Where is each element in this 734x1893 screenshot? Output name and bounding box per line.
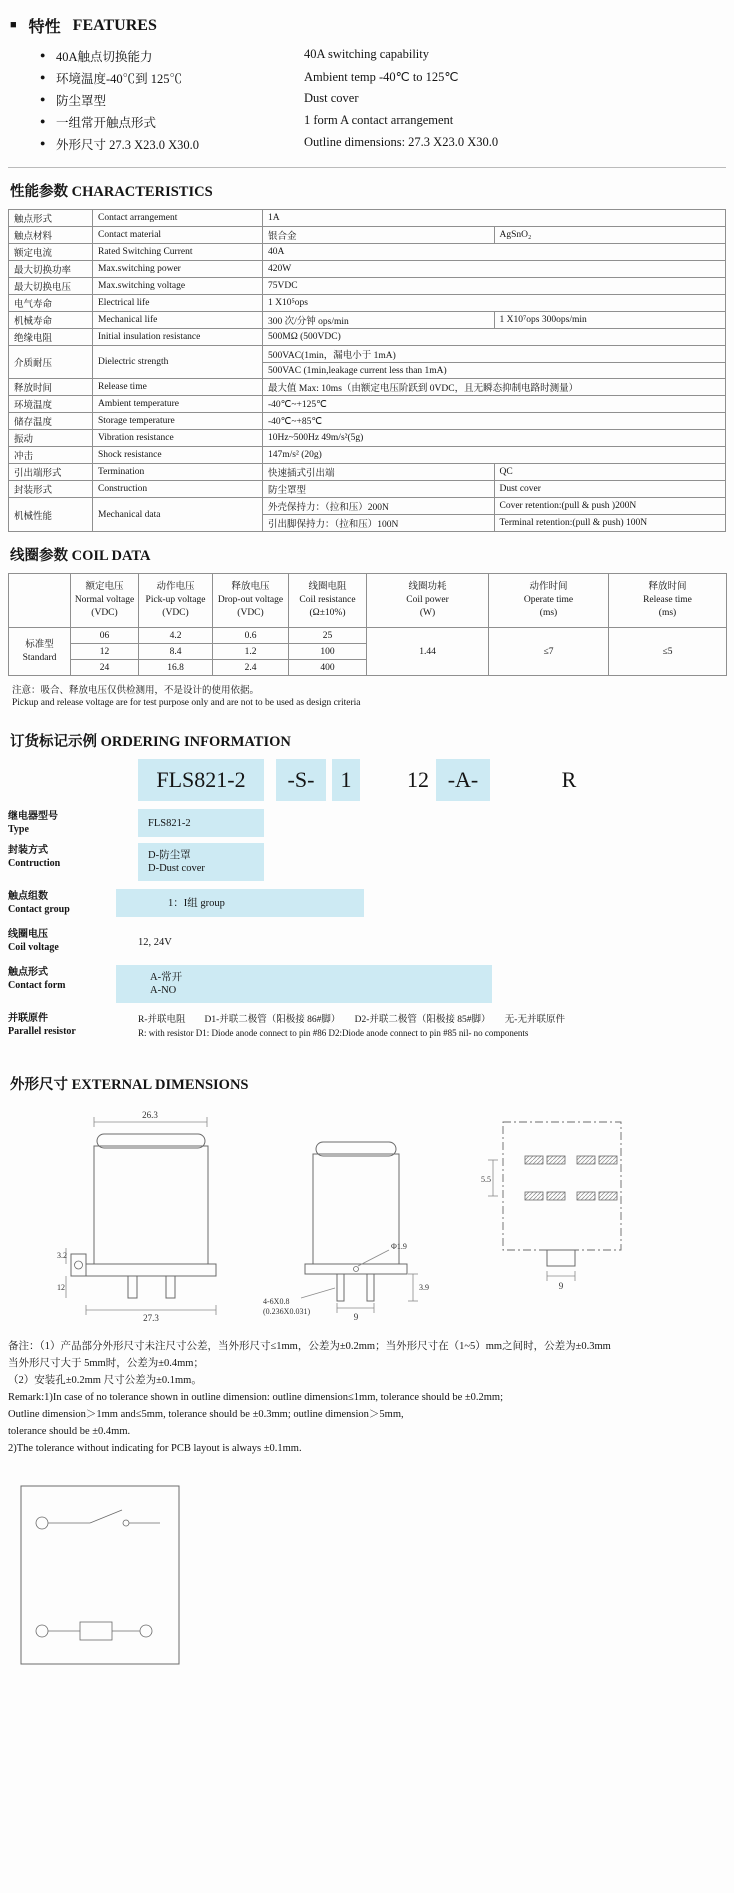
label-en-cell: Initial insulation resistance bbox=[93, 329, 263, 346]
table-row bbox=[9, 210, 726, 227]
ordering-row-contact-group bbox=[8, 887, 726, 925]
dim-label: 27.3 bbox=[143, 1313, 159, 1323]
pcb-layout-drawing bbox=[481, 1108, 641, 1303]
value-cell: 40A bbox=[263, 244, 726, 261]
label-en: Contact group bbox=[8, 904, 70, 915]
value-cell: 100 bbox=[289, 644, 367, 660]
bullet-icon: ● bbox=[40, 116, 46, 126]
label-en-cell: Release time bbox=[93, 379, 263, 396]
value-cell: 06 bbox=[71, 628, 139, 644]
table-row bbox=[9, 278, 726, 295]
qc-terminal bbox=[337, 1274, 344, 1301]
ordering-value-band bbox=[116, 965, 492, 1003]
label-cn: 继电器型号 bbox=[8, 811, 58, 822]
coil-table bbox=[8, 573, 727, 676]
label-cn: 并联原件 bbox=[8, 1013, 48, 1024]
wiring-schematic bbox=[18, 1483, 726, 1673]
connector-outline bbox=[547, 1250, 575, 1266]
label-en-cell: Storage temperature bbox=[93, 413, 263, 430]
header-line: (VDC) bbox=[91, 608, 118, 618]
label-cn-cell: 最大切换功率 bbox=[9, 261, 93, 278]
dim-label: 3.2 bbox=[57, 1251, 67, 1260]
table-row bbox=[9, 447, 726, 464]
value-cell: 快速插式引出端 bbox=[263, 464, 495, 481]
label-en-cell: Mechanical data bbox=[93, 498, 263, 532]
column-header bbox=[213, 574, 289, 628]
value-cn: D-防尘罩 bbox=[148, 850, 191, 861]
label-cn-cell: 机械性能 bbox=[9, 498, 93, 532]
table-row bbox=[9, 396, 726, 413]
ordering-title: 订货标记示例 ORDERING INFORMATION bbox=[10, 734, 291, 750]
dim-label: 26.3 bbox=[142, 1110, 158, 1120]
coil-note-cn: 注意：吸合、释放电压仅供检测用，不是设计的使用依据。 bbox=[12, 686, 260, 696]
header-line: (ms) bbox=[658, 608, 677, 618]
value-cell: 300 次/分钟 ops/min bbox=[263, 312, 495, 329]
column-header bbox=[289, 574, 367, 628]
feature-item bbox=[8, 113, 726, 131]
value-cell: 银合金 bbox=[263, 227, 495, 244]
header-line: 释放电压 bbox=[231, 582, 270, 592]
side-view-drawing bbox=[261, 1108, 451, 1323]
label-en: Coil voltage bbox=[8, 942, 59, 953]
value-cell: 最大值 Max: 10ms（由额定电压阶跃到 0VDC，且无瞬态抑制电路时测量） bbox=[263, 379, 726, 396]
label-cn-cell: 最大切换电压 bbox=[9, 278, 93, 295]
label-en-cell: Construction bbox=[93, 481, 263, 498]
label-cn-cell: 触点形式 bbox=[9, 210, 93, 227]
value-cell: 2.4 bbox=[213, 660, 289, 676]
column-header bbox=[609, 574, 727, 628]
relay-body bbox=[94, 1146, 208, 1264]
remark-line: （2）安装孔±0.2mm 尺寸公差为±0.1mm。 bbox=[8, 1375, 202, 1386]
table-row bbox=[9, 329, 726, 346]
header-line: (Ω±10%) bbox=[309, 608, 346, 618]
corner-cell bbox=[9, 574, 71, 628]
header-line: 动作电压 bbox=[156, 582, 195, 592]
code-part-contact-form: -A- bbox=[436, 759, 490, 801]
table-row bbox=[9, 574, 727, 628]
ordering-code-row bbox=[8, 759, 726, 805]
value-cn: A-常开 bbox=[150, 972, 183, 983]
ordering-value bbox=[138, 927, 172, 957]
mounting-hole bbox=[75, 1261, 83, 1269]
label-cn: 线圈电压 bbox=[8, 929, 48, 940]
dim-label: 4-6X0.8 bbox=[263, 1297, 290, 1306]
table-row bbox=[9, 346, 726, 363]
label-en-cell: Max.switching power bbox=[93, 261, 263, 278]
label-en: Type bbox=[8, 824, 29, 835]
label-en: Parallel resistor bbox=[8, 1026, 76, 1037]
value-cell: 500VAC(1min，漏电小于 1mA) bbox=[263, 346, 726, 363]
value-cell: 8.4 bbox=[139, 644, 213, 660]
terminal bbox=[166, 1276, 175, 1298]
ordering-row-contact-form bbox=[8, 963, 726, 1009]
table-row bbox=[9, 430, 726, 447]
value-cell: 防尘罩型 bbox=[263, 481, 495, 498]
section-divider bbox=[8, 167, 726, 168]
ordering-row-label bbox=[8, 966, 114, 992]
features-header bbox=[10, 14, 726, 37]
terminal-circle bbox=[140, 1625, 152, 1637]
feature-cn: 环境温度-40℃到 125℃ bbox=[56, 72, 183, 86]
header-line: 线圈功耗 bbox=[408, 582, 447, 592]
label-cn-cell: 引出端形式 bbox=[9, 464, 93, 481]
value-cell: -40℃~+125℃ bbox=[263, 396, 726, 413]
label-en-cell: Contact material bbox=[93, 227, 263, 244]
label-cn-cell: 释放时间 bbox=[9, 379, 93, 396]
feature-item bbox=[8, 135, 726, 153]
terminal-circle bbox=[36, 1517, 48, 1529]
ordering-row-parallel bbox=[8, 1009, 726, 1053]
label-en: Contruction bbox=[8, 858, 61, 869]
header-line: Operate time bbox=[523, 595, 574, 605]
header-line: Coil power bbox=[406, 595, 449, 605]
features-title-cn: 特性 bbox=[28, 19, 61, 36]
label-en: Contact form bbox=[8, 980, 66, 991]
table-row bbox=[9, 295, 726, 312]
table-row bbox=[9, 379, 726, 396]
label-cn-cell: 储存温度 bbox=[9, 413, 93, 430]
table-row bbox=[9, 244, 726, 261]
label-cn-cell: 冲击 bbox=[9, 447, 93, 464]
schematic-drawing bbox=[18, 1483, 183, 1668]
value-cell: AgSnO₂ bbox=[494, 227, 726, 244]
ordering-row-label bbox=[8, 810, 114, 836]
dim-label: 9 bbox=[558, 1281, 564, 1291]
table-row bbox=[9, 464, 726, 481]
layout-outline bbox=[503, 1122, 621, 1250]
pad bbox=[525, 1156, 543, 1164]
header-line: 释放时间 bbox=[648, 582, 687, 592]
ordering-value-band bbox=[138, 843, 264, 881]
value-cell: 400 bbox=[289, 660, 367, 676]
features-title-en: FEATURES bbox=[72, 16, 157, 34]
value-en: D-Dust cover bbox=[148, 863, 205, 874]
terminal bbox=[128, 1276, 137, 1298]
code-part-type: FLS821-2 bbox=[138, 759, 264, 801]
header-line: Coil resistance bbox=[299, 595, 356, 605]
label-en-cell: Termination bbox=[93, 464, 263, 481]
label-cn-cell: 封装形式 bbox=[9, 481, 93, 498]
header-line: (VDC) bbox=[237, 608, 264, 618]
coil-title: 线圈参数 COIL DATA bbox=[10, 548, 151, 564]
row-label-cell bbox=[9, 628, 71, 676]
label-en-cell: Contact arrangement bbox=[93, 210, 263, 227]
value-cn: R-并联电阻 D1-并联二极管（阳极接 86#脚） D2-并联二极管（阳极接 85#脚） 无-无并联原件 bbox=[138, 1015, 565, 1025]
value-en: R: with resistor D1: Diode anode connect to pin #86 D2:Diode anode connect to pin #85 nil- no components bbox=[138, 1028, 529, 1038]
ordering-value-band bbox=[116, 889, 364, 917]
header-line: Drop-out voltage bbox=[217, 595, 284, 605]
pad bbox=[525, 1192, 543, 1200]
label-cn-cell: 绝缘电阻 bbox=[9, 329, 93, 346]
value-cell: Terminal retention:(pull & push) 100N bbox=[494, 515, 726, 532]
value-cell: ≤7 bbox=[489, 628, 609, 676]
value-cell: 12 bbox=[71, 644, 139, 660]
row-label-cn: 标准型 bbox=[25, 639, 54, 650]
label-cn: 封装方式 bbox=[8, 845, 48, 856]
dim-label: (0.236X0.031) bbox=[263, 1307, 311, 1316]
table-row bbox=[9, 628, 727, 644]
mounting-tab bbox=[71, 1254, 86, 1276]
characteristics-table bbox=[8, 209, 726, 532]
value: 1：I组 group bbox=[168, 897, 225, 909]
pad bbox=[599, 1192, 617, 1200]
value-cell: 16.8 bbox=[139, 660, 213, 676]
code-part-parallel: R bbox=[561, 767, 577, 792]
bullet-icon: ● bbox=[40, 94, 46, 104]
label-cn-cell: 介质耐压 bbox=[9, 346, 93, 379]
ordering-value-band bbox=[138, 809, 264, 837]
ordering-row-label bbox=[8, 1012, 114, 1038]
dimension-drawings bbox=[56, 1108, 726, 1323]
pad bbox=[577, 1156, 595, 1164]
dim-label: 9 bbox=[353, 1312, 359, 1322]
column-header bbox=[139, 574, 213, 628]
dim-label: Φ1.9 bbox=[391, 1242, 407, 1251]
qc-terminal bbox=[367, 1274, 374, 1301]
feature-en: 40A switching capability bbox=[304, 47, 429, 61]
row-label-en: Standard bbox=[22, 652, 57, 663]
characteristics-title: 性能参数 CHARACTERISTICS bbox=[10, 184, 213, 200]
value-cell: 24 bbox=[71, 660, 139, 676]
value-cell: QC bbox=[494, 464, 726, 481]
feature-item bbox=[8, 69, 726, 87]
feature-item bbox=[8, 47, 726, 65]
square-bullet-icon: ■ bbox=[10, 19, 17, 31]
value-cell: 1 X10⁵ops bbox=[263, 295, 726, 312]
label-cn: 触点形式 bbox=[8, 967, 48, 978]
value-cell: 引出脚保持力：（拉和压）100N bbox=[263, 515, 495, 532]
value-cell: Dust cover bbox=[494, 481, 726, 498]
table-row bbox=[9, 481, 726, 498]
value-cell: -40℃~+85℃ bbox=[263, 413, 726, 430]
feature-en: Outline dimensions: 27.3 X23.0 X30.0 bbox=[304, 135, 499, 149]
label-cn-cell: 环境温度 bbox=[9, 396, 93, 413]
dimensions-title: 外形尺寸 EXTERNAL DIMENSIONS bbox=[10, 1077, 249, 1093]
value-cell: 1.2 bbox=[213, 644, 289, 660]
feature-en: Dust cover bbox=[304, 91, 359, 105]
label-cn-cell: 额定电流 bbox=[9, 244, 93, 261]
feature-item bbox=[8, 91, 726, 109]
code-part-construction: -S- bbox=[276, 759, 326, 801]
header-line: Pick-up voltage bbox=[145, 595, 206, 605]
schematic-border bbox=[21, 1486, 179, 1664]
value-cell: 147m/s² (20g) bbox=[263, 447, 726, 464]
label-cn-cell: 触点材料 bbox=[9, 227, 93, 244]
header-line: (W) bbox=[419, 608, 436, 618]
remarks-block bbox=[8, 1339, 726, 1457]
value-cell: 500VAC (1min,leakage current less than 1mA) bbox=[263, 363, 726, 379]
value-cell: 外壳保持力：（拉和压）200N bbox=[263, 498, 495, 515]
pad bbox=[577, 1192, 595, 1200]
dim-label: 5.5 bbox=[481, 1175, 491, 1184]
value-en: A-NO bbox=[150, 985, 177, 996]
header-line: 线圈电阻 bbox=[308, 582, 347, 592]
value-cell: 25 bbox=[289, 628, 367, 644]
label-en-cell: Shock resistance bbox=[93, 447, 263, 464]
relay-base-flange bbox=[305, 1264, 407, 1274]
remark-line: Outline dimension＞1mm and≤5mm, tolerance should be ±0.3mm; outline dimension＞5mm, bbox=[8, 1409, 404, 1420]
label-en-cell: Electrical life bbox=[93, 295, 263, 312]
label-en-cell: Mechanical life bbox=[93, 312, 263, 329]
value-cell: 1 X10⁷ops 300ops/min bbox=[494, 312, 726, 329]
feature-en: 1 form A contact arrangement bbox=[304, 113, 454, 127]
value-cell: 75VDC bbox=[263, 278, 726, 295]
feature-cn: 外形尺寸 27.3 X23.0 X30.0 bbox=[56, 138, 200, 152]
label-cn-cell: 电气寿命 bbox=[9, 295, 93, 312]
pad bbox=[547, 1156, 565, 1164]
label-en-cell: Ambient temperature bbox=[93, 396, 263, 413]
relay-base-flange bbox=[86, 1264, 216, 1276]
relay-body bbox=[313, 1154, 399, 1264]
terminal-circle bbox=[36, 1625, 48, 1637]
header-line: Release time bbox=[643, 595, 692, 605]
label-cn-cell: 振动 bbox=[9, 430, 93, 447]
value-cell: 420W bbox=[263, 261, 726, 278]
value-cell: 0.6 bbox=[213, 628, 289, 644]
code-part-contact-group: 1 bbox=[332, 759, 360, 801]
label-en-cell: Dielectric strength bbox=[93, 346, 263, 379]
table-row bbox=[9, 413, 726, 430]
feature-en: Ambient temp -40℃ to 125℃ bbox=[304, 70, 459, 84]
value: 12, 24V bbox=[138, 936, 172, 948]
header-line: 动作时间 bbox=[529, 582, 568, 592]
ordering-row-label bbox=[8, 890, 114, 916]
value-cell: 10Hz~500Hz 49m/s²(5g) bbox=[263, 430, 726, 447]
feature-cn: 40A触点切换能力 bbox=[56, 50, 153, 64]
dim-label: 12 bbox=[57, 1283, 65, 1292]
contact-point bbox=[123, 1520, 129, 1526]
ordering-row-construction bbox=[8, 841, 726, 887]
bullet-icon: ● bbox=[40, 72, 46, 82]
bullet-icon: ● bbox=[40, 50, 46, 60]
ordering-row-type bbox=[8, 807, 726, 841]
front-view-drawing bbox=[56, 1108, 231, 1323]
header-line: 额定电压 bbox=[85, 582, 124, 592]
value-cell: Cover retention:(pull & push )200N bbox=[494, 498, 726, 515]
value: FLS821-2 bbox=[148, 817, 191, 829]
value-cell: 4.2 bbox=[139, 628, 213, 644]
label-cn-cell: 机械寿命 bbox=[9, 312, 93, 329]
dim-label: 3.9 bbox=[419, 1283, 429, 1292]
label-en-cell: Rated Switching Current bbox=[93, 244, 263, 261]
label-cn: 触点组数 bbox=[8, 891, 48, 902]
label-en-cell: Max.switching voltage bbox=[93, 278, 263, 295]
remark-line: tolerance should be ±0.4mm. bbox=[8, 1426, 131, 1437]
bullet-icon: ● bbox=[40, 138, 46, 148]
value-cell: 500MΩ (500VDC) bbox=[263, 329, 726, 346]
column-header bbox=[71, 574, 139, 628]
header-line: Normal voltage bbox=[74, 595, 135, 605]
pad bbox=[599, 1156, 617, 1164]
ordering-row-label bbox=[8, 844, 114, 870]
coil-note-en: Pickup and release voltage are for test purpose only and are not to be used as design criteria bbox=[12, 698, 361, 708]
value-cell: 1A bbox=[263, 210, 726, 227]
label-en-cell: Vibration resistance bbox=[93, 430, 263, 447]
table-row bbox=[9, 498, 726, 515]
features-list bbox=[8, 47, 726, 153]
ordering-parallel-values bbox=[138, 1009, 726, 1038]
value-cell: 1.44 bbox=[367, 628, 489, 676]
pad bbox=[547, 1192, 565, 1200]
table-row bbox=[9, 227, 726, 244]
ordering-row-label bbox=[8, 928, 114, 954]
ordering-row-coil-voltage bbox=[8, 925, 726, 963]
feature-cn: 防尘罩型 bbox=[56, 94, 107, 108]
table-row bbox=[9, 261, 726, 278]
header-line: (VDC) bbox=[162, 608, 189, 618]
column-header bbox=[367, 574, 489, 628]
table-row bbox=[9, 312, 726, 329]
ordering-diagram bbox=[8, 759, 726, 1053]
header-line: (ms) bbox=[539, 608, 558, 618]
remark-line: 当外形尺寸大于 5mm时，公差为±0.4mm； bbox=[8, 1358, 204, 1369]
coil-symbol bbox=[80, 1622, 112, 1640]
column-header bbox=[489, 574, 609, 628]
remark-line: 2)The tolerance without indicating for PCB layout is always ±0.1mm. bbox=[8, 1443, 302, 1454]
value-cell: ≤5 bbox=[609, 628, 727, 676]
remark-line: 备注：（1）产品部分外形尺寸未注尺寸公差，当外形尺寸≤1mm，公差为±0.2mm；当外形尺寸在（1~5）mm之间时，公差为±0.3mm bbox=[8, 1341, 611, 1352]
base-hole bbox=[354, 1267, 359, 1272]
remark-line: Remark:1)In case of no tolerance shown in outline dimension: outline dimension≤1mm, tolerance should be ±0.2mm; bbox=[8, 1392, 504, 1403]
feature-cn: 一组常开触点形式 bbox=[56, 116, 157, 130]
code-part-coil-voltage: 12 bbox=[407, 767, 429, 792]
